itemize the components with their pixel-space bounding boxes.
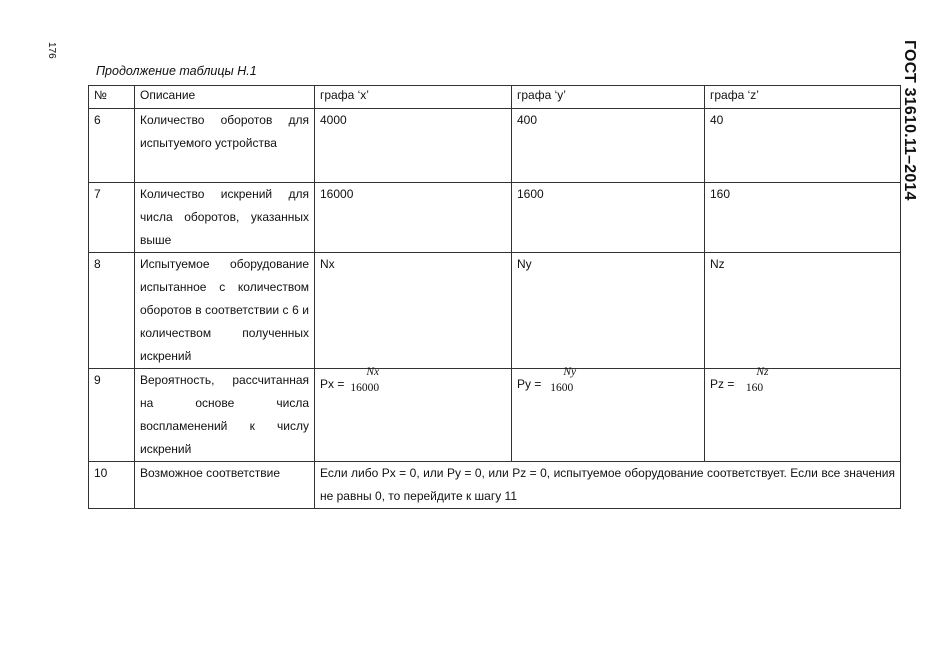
formula-lhs: Py = <box>517 376 542 391</box>
table-row <box>89 183 901 253</box>
formula-denominator: 16000 <box>350 382 380 394</box>
table-row <box>89 109 901 183</box>
row-description: Количество искрений для числа оборотов, указанных выше <box>135 183 315 253</box>
header-column-z: графа ‘z’ <box>705 86 901 109</box>
row-number: 10 <box>89 462 135 509</box>
formula-y <box>512 366 705 462</box>
page-number: 176 <box>46 42 57 59</box>
row-description: Количество оборотов для испытуемого устройства <box>135 109 315 183</box>
conformity-statement: Если либо Px = 0, или Py = 0, или Pz = 0, испытуемое оборудование соответствует. Если все значения не равны 0, то перейдите к шагу 11 <box>315 462 901 509</box>
value-x: 16000 <box>315 183 512 253</box>
value-y: Ny <box>512 253 705 369</box>
value-z: Nz <box>705 253 901 369</box>
table-row <box>89 462 901 509</box>
table-row <box>89 253 901 369</box>
header-number: № <box>89 86 135 109</box>
formula-denominator: 160 <box>745 382 764 394</box>
value-z: 40 <box>705 109 901 183</box>
row-number: 9 <box>89 369 135 462</box>
header-column-x: графа ‘x’ <box>315 86 512 109</box>
standard-code: ГОСТ 31610.11–2014 <box>901 40 918 201</box>
table-row <box>89 369 901 462</box>
header-column-y: графа ‘y’ <box>512 86 705 109</box>
data-table <box>88 85 901 509</box>
value-x: Nx <box>315 253 512 369</box>
value-y: 1600 <box>512 183 705 253</box>
row-number: 6 <box>89 109 135 183</box>
table-header-row <box>89 86 901 109</box>
row-description: Испытуемое оборудование испытанное с количеством оборотов в соответствии с 6 и количеством полученных искрений <box>135 253 315 369</box>
formula-lhs: Pz = <box>710 376 735 391</box>
value-y: 400 <box>512 109 705 183</box>
formula-z <box>705 366 901 462</box>
value-x: 4000 <box>315 109 512 183</box>
formula-lhs: Px = <box>320 376 345 391</box>
formula-denominator: 1600 <box>550 382 574 394</box>
table-caption: Продолжение таблицы Н.1 <box>96 64 257 78</box>
row-description: Вероятность, рассчитанная на основе числа воспламенений к числу искрений <box>135 369 315 462</box>
formula-numerator: Ny <box>563 366 577 378</box>
row-number: 7 <box>89 183 135 253</box>
row-description: Возможное соответствие <box>135 462 315 509</box>
header-description: Описание <box>135 86 315 109</box>
value-z: 160 <box>705 183 901 253</box>
formula-numerator: Nx <box>366 366 380 378</box>
formula-numerator: Nz <box>756 366 769 378</box>
formula-x <box>315 366 512 462</box>
row-number: 8 <box>89 253 135 369</box>
